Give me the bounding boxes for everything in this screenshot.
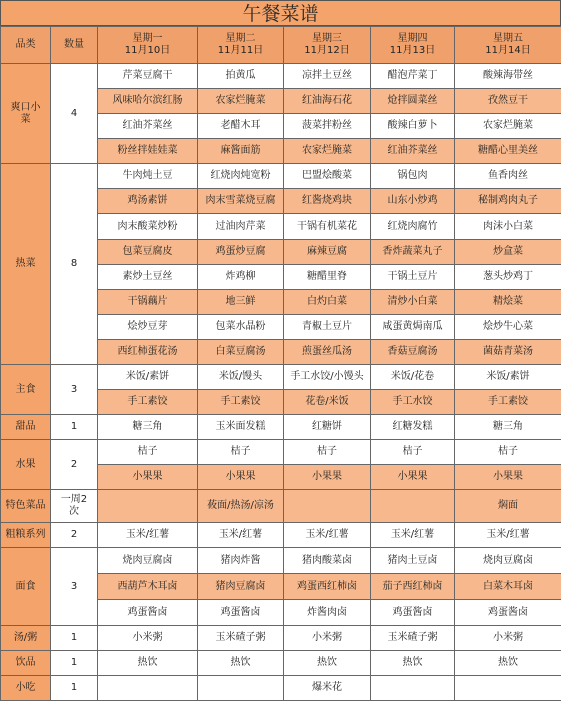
dish-cell: 热饮: [455, 651, 561, 676]
dish-cell: 鸡蛋酱卤: [98, 600, 198, 626]
day-name: 星期一: [132, 33, 163, 44]
dish-cell: 红油芥菜丝: [371, 139, 455, 164]
day-date: 11月14日: [485, 45, 531, 56]
quantity-cell: 3: [51, 548, 98, 626]
dish-cell: 糖三角: [455, 415, 561, 440]
dish-cell: 玉米面发糕: [198, 415, 284, 440]
dish-cell: 桔子: [198, 440, 284, 465]
dish-cell: 山东小炒鸡: [371, 189, 455, 214]
dish-cell: 手工水饺/小馒头: [284, 365, 371, 390]
dish-cell: 莜面/热汤/凉汤: [198, 490, 284, 523]
dish-cell: 炝拌圆菜丝: [371, 89, 455, 114]
dish-cell: [98, 490, 198, 523]
category-cell: 水果: [1, 440, 51, 490]
category-cell: 主食: [1, 365, 51, 415]
dish-cell: 玉米/红薯: [284, 523, 371, 548]
menu-row: [1, 490, 561, 523]
day-name: 星期二: [225, 33, 256, 44]
dish-cell: 花卷/米饭: [284, 390, 371, 415]
quantity-cell: 2: [51, 440, 98, 490]
dish-cell: [455, 676, 561, 701]
dish-cell: 青椒土豆片: [284, 315, 371, 340]
dish-cell: 白灼白菜: [284, 290, 371, 315]
dish-cell: 过油肉芹菜: [198, 214, 284, 240]
dish-cell: 巴盟烩酸菜: [284, 164, 371, 189]
dish-cell: [198, 676, 284, 701]
dish-cell: 葱头炒鸡丁: [455, 265, 561, 290]
dish-cell: 小果果: [198, 465, 284, 490]
dish-cell: 农家烂腌菜: [284, 139, 371, 164]
dish-cell: 糖三角: [98, 415, 198, 440]
dish-cell: 热饮: [371, 651, 455, 676]
dish-cell: 炸鸡柳: [198, 265, 284, 290]
dish-cell: 拍黄瓜: [198, 64, 284, 89]
page-title: 午餐菜谱: [0, 0, 561, 26]
day-name: 星期五: [493, 33, 523, 44]
dish-cell: 芹菜豆腐干: [98, 64, 198, 89]
header-day-4: [371, 27, 455, 64]
dish-cell: 红油芥菜丝: [98, 114, 198, 139]
dish-cell: 红烧肉腐竹: [371, 214, 455, 240]
dish-cell: 红糖发糕: [371, 415, 455, 440]
dish-cell: 酸辣白萝卜: [371, 114, 455, 139]
menu-row: [1, 64, 561, 89]
dish-cell: 鸡蛋炒豆腐: [198, 240, 284, 265]
dish-cell: 牛肉炖土豆: [98, 164, 198, 189]
dish-cell: 小果果: [455, 465, 561, 490]
dish-cell: 热饮: [198, 651, 284, 676]
dish-cell: 鸡蛋酱卤: [455, 600, 561, 626]
dish-cell: 香菇豆腐汤: [371, 340, 455, 365]
menu-row: [1, 365, 561, 390]
dish-cell: 小米粥: [455, 626, 561, 651]
dish-cell: 烩炒牛心菜: [455, 315, 561, 340]
dish-cell: 手工素饺: [198, 390, 284, 415]
dish-cell: 米饭/素饼: [98, 365, 198, 390]
dish-cell: 孜然豆干: [455, 89, 561, 114]
dish-cell: 热饮: [98, 651, 198, 676]
dish-cell: 烧肉豆腐卤: [455, 548, 561, 574]
dish-cell: 粉丝拌娃娃菜: [98, 139, 198, 164]
category-cell: 饮品: [1, 651, 51, 676]
day-name: 星期四: [397, 33, 428, 44]
quantity-cell: 1: [51, 651, 98, 676]
menu-row: [1, 440, 561, 465]
header-day-2: [198, 27, 284, 64]
category-cell: 小吃: [1, 676, 51, 701]
dish-cell: 白菜豆腐汤: [198, 340, 284, 365]
dish-cell: 农家烂腌菜: [455, 114, 561, 139]
dish-cell: 米饭/花卷: [371, 365, 455, 390]
dish-cell: 干锅有机菜花: [284, 214, 371, 240]
dish-cell: 猪肉豆腐卤: [198, 574, 284, 600]
menu-row: [1, 164, 561, 189]
quantity-cell: 8: [51, 164, 98, 365]
category-cell: 爽口小菜: [1, 64, 51, 164]
dish-cell: 米饭/素饼: [455, 365, 561, 390]
dish-cell: 手工素饺: [98, 390, 198, 415]
header-day-3: [284, 27, 371, 64]
dish-cell: 热饮: [284, 651, 371, 676]
dish-cell: [98, 676, 198, 701]
dish-cell: 咸蛋黄焗南瓜: [371, 315, 455, 340]
dish-cell: 肉沫小白菜: [455, 214, 561, 240]
dish-cell: [371, 676, 455, 701]
dish-cell: 红糖饼: [284, 415, 371, 440]
menu-row: [1, 676, 561, 701]
menu-row: [1, 523, 561, 548]
dish-cell: 玉米/红薯: [98, 523, 198, 548]
dish-cell: 玉米/红薯: [455, 523, 561, 548]
day-date: 11月12日: [304, 45, 350, 56]
category-cell: 粗粮系列: [1, 523, 51, 548]
header-category: 品类: [1, 27, 51, 64]
dish-cell: 白菜木耳卤: [455, 574, 561, 600]
day-date: 11月13日: [389, 45, 436, 56]
dish-cell: 炸酱肉卤: [284, 600, 371, 626]
dish-cell: 麻辣豆腐: [284, 240, 371, 265]
category-cell: 热菜: [1, 164, 51, 365]
day-name: 星期三: [312, 33, 342, 44]
dish-cell: 糖醋心里美丝: [455, 139, 561, 164]
dish-cell: 煎蛋丝瓜汤: [284, 340, 371, 365]
category-cell: 特色菜品: [1, 490, 51, 523]
dish-cell: 小果果: [371, 465, 455, 490]
quantity-cell: 1: [51, 626, 98, 651]
dish-cell: 手工素饺: [455, 390, 561, 415]
dish-cell: 风味哈尔滨红肠: [98, 89, 198, 114]
dish-cell: 秘制鸡肉丸子: [455, 189, 561, 214]
dish-cell: 焖面: [455, 490, 561, 523]
dish-cell: 醋泡芹菜丁: [371, 64, 455, 89]
quantity-cell: 一周2次: [51, 490, 98, 523]
dish-cell: 桔子: [371, 440, 455, 465]
dish-cell: 鸡蛋酱卤: [198, 600, 284, 626]
dish-cell: 包菜豆腐皮: [98, 240, 198, 265]
dish-cell: 菠菜拌粉丝: [284, 114, 371, 139]
menu-row: [1, 548, 561, 574]
dish-cell: 玉米/红薯: [198, 523, 284, 548]
dish-cell: 玉米碴子粥: [198, 626, 284, 651]
header-row: [1, 27, 561, 64]
dish-cell: 农家烂腌菜: [198, 89, 284, 114]
dish-cell: 小米粥: [284, 626, 371, 651]
dish-cell: 素炒土豆丝: [98, 265, 198, 290]
dish-cell: 鸡蛋西红柿卤: [284, 574, 371, 600]
dish-cell: 香炸蔬菜丸子: [371, 240, 455, 265]
dish-cell: 炒盒菜: [455, 240, 561, 265]
dish-cell: 小果果: [98, 465, 198, 490]
quantity-cell: 3: [51, 365, 98, 415]
dish-cell: 西红柿蛋花汤: [98, 340, 198, 365]
menu-row: [1, 651, 561, 676]
header-day-1: [98, 27, 198, 64]
dish-cell: 猪肉酸菜卤: [284, 548, 371, 574]
menu-row: [1, 415, 561, 440]
dish-cell: 小果果: [284, 465, 371, 490]
dish-cell: 红油海石花: [284, 89, 371, 114]
category-cell: 面食: [1, 548, 51, 626]
header-day-5: [455, 27, 561, 64]
category-cell: 汤/粥: [1, 626, 51, 651]
dish-cell: 西葫芦木耳卤: [98, 574, 198, 600]
dish-cell: 猪肉炸酱: [198, 548, 284, 574]
dish-cell: 玉米/红薯: [371, 523, 455, 548]
dish-cell: 米饭/馒头: [198, 365, 284, 390]
day-date: 11月11日: [217, 45, 264, 56]
dish-cell: 猪肉土豆卤: [371, 548, 455, 574]
dish-cell: 手工水饺: [371, 390, 455, 415]
menu-row: [1, 626, 561, 651]
dish-cell: 锅包肉: [371, 164, 455, 189]
dish-cell: 红烧肉炖宽粉: [198, 164, 284, 189]
category-cell: 甜品: [1, 415, 51, 440]
dish-cell: 包菜水晶粉: [198, 315, 284, 340]
dish-cell: 肉末酸菜炒粉: [98, 214, 198, 240]
dish-cell: 精烩菜: [455, 290, 561, 315]
dish-cell: 烩炒豆芽: [98, 315, 198, 340]
dish-cell: 鱼香肉丝: [455, 164, 561, 189]
quantity-cell: 2: [51, 523, 98, 548]
dish-cell: 茄子西红柿卤: [371, 574, 455, 600]
dish-cell: 老醋木耳: [198, 114, 284, 139]
dish-cell: 小米粥: [98, 626, 198, 651]
dish-cell: 酸辣海带丝: [455, 64, 561, 89]
menu-body: [1, 64, 561, 701]
day-date: 11月10日: [124, 45, 171, 56]
dish-cell: 麻酱面筋: [198, 139, 284, 164]
dish-cell: [371, 490, 455, 523]
dish-cell: 肉末雪菜烧豆腐: [198, 189, 284, 214]
dish-cell: 清炒小白菜: [371, 290, 455, 315]
dish-cell: 玉米碴子粥: [371, 626, 455, 651]
lunch-menu-table: [0, 26, 561, 701]
dish-cell: 干锅土豆片: [371, 265, 455, 290]
quantity-cell: 4: [51, 64, 98, 164]
dish-cell: 桔子: [98, 440, 198, 465]
dish-cell: 鸡蛋酱卤: [371, 600, 455, 626]
dish-cell: 桔子: [455, 440, 561, 465]
dish-cell: 菌菇青菜汤: [455, 340, 561, 365]
dish-cell: 鸡汤素饼: [98, 189, 198, 214]
dish-cell: 爆米花: [284, 676, 371, 701]
quantity-cell: 1: [51, 415, 98, 440]
quantity-cell: 1: [51, 676, 98, 701]
header-qty: 数量: [51, 27, 98, 64]
dish-cell: 桔子: [284, 440, 371, 465]
dish-cell: 烧肉豆腐卤: [98, 548, 198, 574]
dish-cell: 凉拌土豆丝: [284, 64, 371, 89]
dish-cell: 红酱烧鸡块: [284, 189, 371, 214]
dish-cell: 地三鲜: [198, 290, 284, 315]
dish-cell: 干锅藕片: [98, 290, 198, 315]
dish-cell: [284, 490, 371, 523]
dish-cell: 糖醋里脊: [284, 265, 371, 290]
